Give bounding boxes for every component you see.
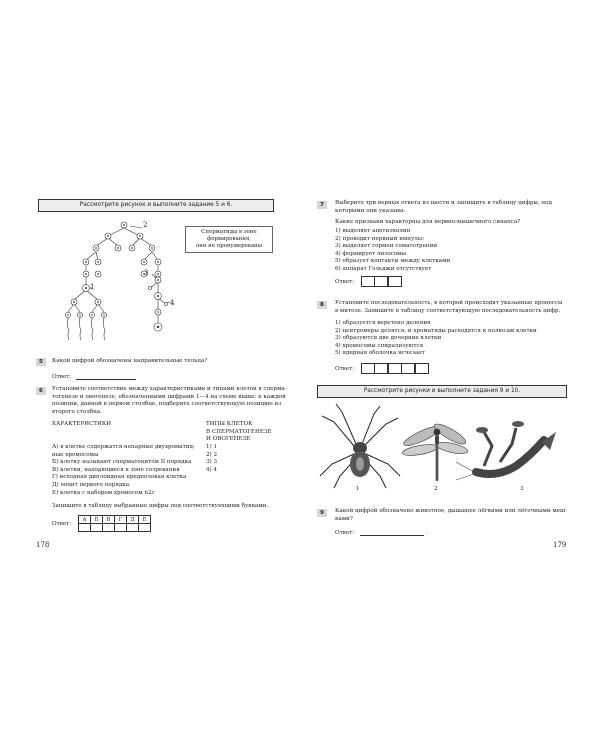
q8-intro-line: Установите последовательность, в которой происходят указанные процессы [335, 300, 563, 306]
q8-option: 5) ядерная оболочка исчезает [335, 350, 425, 357]
q8-answer-cell[interactable] [401, 363, 415, 374]
q8-option: 1) образуется веретено деления [335, 320, 431, 326]
q6-col2-header-line: И ОВОГЕНЕЗЕ [206, 436, 251, 443]
question-number-6: 6 [36, 387, 46, 395]
question-number-7: 7 [317, 201, 327, 209]
q9-answer-field[interactable] [360, 535, 424, 536]
q6-char: Е) клетка с набором хромосом n2c [52, 489, 155, 496]
q6-intro-line: второго столбца. [52, 408, 102, 415]
q6-letter: А [79, 516, 91, 524]
q6-answer-cell[interactable] [103, 524, 115, 532]
q5-answer-field[interactable] [76, 379, 136, 380]
q8-answer-label: Ответ: [335, 366, 355, 372]
right-page-number: 179 [553, 541, 567, 549]
question-number-8: 8 [317, 301, 327, 309]
q6-letter: Б [91, 516, 103, 524]
q8-option: 4) хромосомы спирализуются [335, 342, 424, 349]
q6-types [206, 444, 217, 474]
right-banner: Рассмотрите рисунки и выполните задания 9 и 10. [317, 385, 567, 398]
q9-text [335, 508, 567, 523]
q6-intro [52, 386, 287, 416]
diagram-label-3: 3 [144, 269, 149, 277]
q7-answer-boxes [361, 276, 401, 287]
q8-answer-cell[interactable] [361, 363, 375, 374]
q9-period: . [426, 530, 428, 536]
q6-type: 2) 2 [206, 451, 218, 458]
q6-answer-cell[interactable] [139, 524, 151, 532]
q7-answer-cell[interactable] [374, 276, 388, 287]
diagram-note-line: Сперматиды в зоне формирования, [201, 229, 257, 242]
q6-type: 1) 1 [206, 444, 218, 450]
q7-question: Какие признаки характерны для нервно-мышечного синапса? [335, 219, 521, 225]
q6-answer-cell[interactable] [115, 524, 127, 532]
q6-char: ные хромосомы [52, 451, 99, 458]
animal-illustrations [316, 402, 566, 492]
q7-intro [335, 200, 552, 215]
q7-options [335, 228, 450, 274]
q8-options [335, 320, 537, 358]
crayfish-illustration [456, 421, 556, 480]
question-number-5: 5 [36, 358, 46, 366]
q6-answer-cell[interactable] [79, 524, 91, 532]
q6-characteristics [52, 444, 195, 497]
q6-letter: Е [139, 516, 151, 524]
left-page-number: 178 [36, 541, 50, 549]
q6-col1-header: ХАРАКТЕРИСТИКИ [52, 421, 112, 427]
q7-option: 2) проводит нервный импульс [335, 235, 425, 242]
q7-answer-cell[interactable] [388, 276, 402, 287]
q7-intro-line: которыми они указаны. [335, 207, 406, 214]
q8-answer-cell[interactable] [415, 363, 429, 374]
q6-char: Г) исходная диплоидная предполовая клетка [52, 474, 187, 481]
q6-col2-header-line: ТИПЫ КЛЕТОК [206, 421, 253, 427]
q6-col2-header [206, 421, 272, 444]
q6-intro-line: позиции, данной в первом столбце, подберите соответствующую позицию из [52, 401, 282, 408]
q6-intro-line: Установите соответствие между характеристиками и типами клеток в сперма- [52, 386, 287, 392]
q9-text-line: Какой цифрой обозначено животное, дышащее лёгкими или лёгочными меш- [335, 508, 568, 514]
q7-option: 6) аппарат Гольджи отсутствует [335, 265, 432, 272]
q6-char: Д) ооцит первого порядка [52, 481, 130, 488]
diagram-note-line: они не пронумерованы [196, 243, 262, 249]
q7-option: 4) формирует лизосомы [335, 250, 406, 257]
q6-write-instruction: Запишите в таблицу выбранные цифры под соответствующими буквами. [52, 503, 269, 509]
q8-intro [335, 300, 563, 315]
diagram-label-1: 1 [90, 283, 95, 291]
q6-char: Б) клетку называют сперматоцитом II порядка [52, 459, 192, 466]
animal-label-3: 3 [520, 486, 524, 492]
q8-answer-boxes [361, 363, 428, 374]
q7-option: 3) выделяет гормон соматотропин [335, 243, 438, 250]
animal-label-1: 1 [356, 486, 360, 492]
q7-option: 5) образует контакты между клетками [335, 258, 451, 265]
diagram-note [185, 226, 273, 253]
q6-answer-table [78, 515, 151, 532]
q6-intro-line: тогенезе и овогенезе, обозначенными цифрами 1—4 на схеме выше: к каждой [52, 393, 286, 400]
q6-char: В) клетки, находящиеся в зоне созревания [52, 466, 180, 473]
q6-answer-label: Ответ: [52, 521, 72, 527]
q8-intro-line: в митозе. Запишите в таблицу соответствующую последовательность цифр. [335, 307, 561, 314]
q6-letter: Г [115, 516, 127, 524]
diagram-label-2: 2 [143, 221, 148, 229]
q6-col2-header-line: В СПЕРМАТОГЕНЕЗЕ [206, 428, 272, 435]
q7-answer-label: Ответ: [335, 279, 355, 285]
q9-text-line: ками? [335, 515, 353, 522]
q7-option: 1) выделяет ацетилхолин [335, 228, 411, 234]
q6-answer-cell[interactable] [127, 524, 139, 532]
q6-letter: В [103, 516, 115, 524]
q6-answer-cell[interactable] [91, 524, 103, 532]
dragonfly-illustration [401, 421, 468, 481]
q7-intro-line: Выберите три верных ответа из шести и запишите в таблицу цифры, под [335, 200, 552, 206]
q6-type: 3) 3 [206, 459, 218, 466]
question-number-9: 9 [317, 509, 327, 517]
q9-answer-label: Ответ: [335, 530, 355, 536]
q5-answer-label: Ответ: [52, 374, 72, 380]
q8-answer-cell[interactable] [374, 363, 388, 374]
diagram-label-4: 4 [170, 299, 175, 307]
q8-option: 3) образуются две дочерние клетки [335, 335, 442, 342]
left-banner: Рассмотрите рисунок и выполните задание 5 и 6. [38, 199, 274, 212]
q8-answer-cell[interactable] [388, 363, 402, 374]
q5-text: Какой цифрой обозначены направительные тельца? [52, 358, 208, 364]
q7-answer-cell[interactable] [361, 276, 375, 287]
q6-char: А) в клетке содержатся непарные двухроматид- [52, 444, 195, 450]
animal-label-2: 2 [434, 486, 438, 492]
q8-option: 2) центромеры делятся, и хроматиды расходятся к полюсам клетки [335, 327, 537, 334]
q6-letter: Д [127, 516, 139, 524]
q6-type: 4) 4 [206, 466, 218, 473]
